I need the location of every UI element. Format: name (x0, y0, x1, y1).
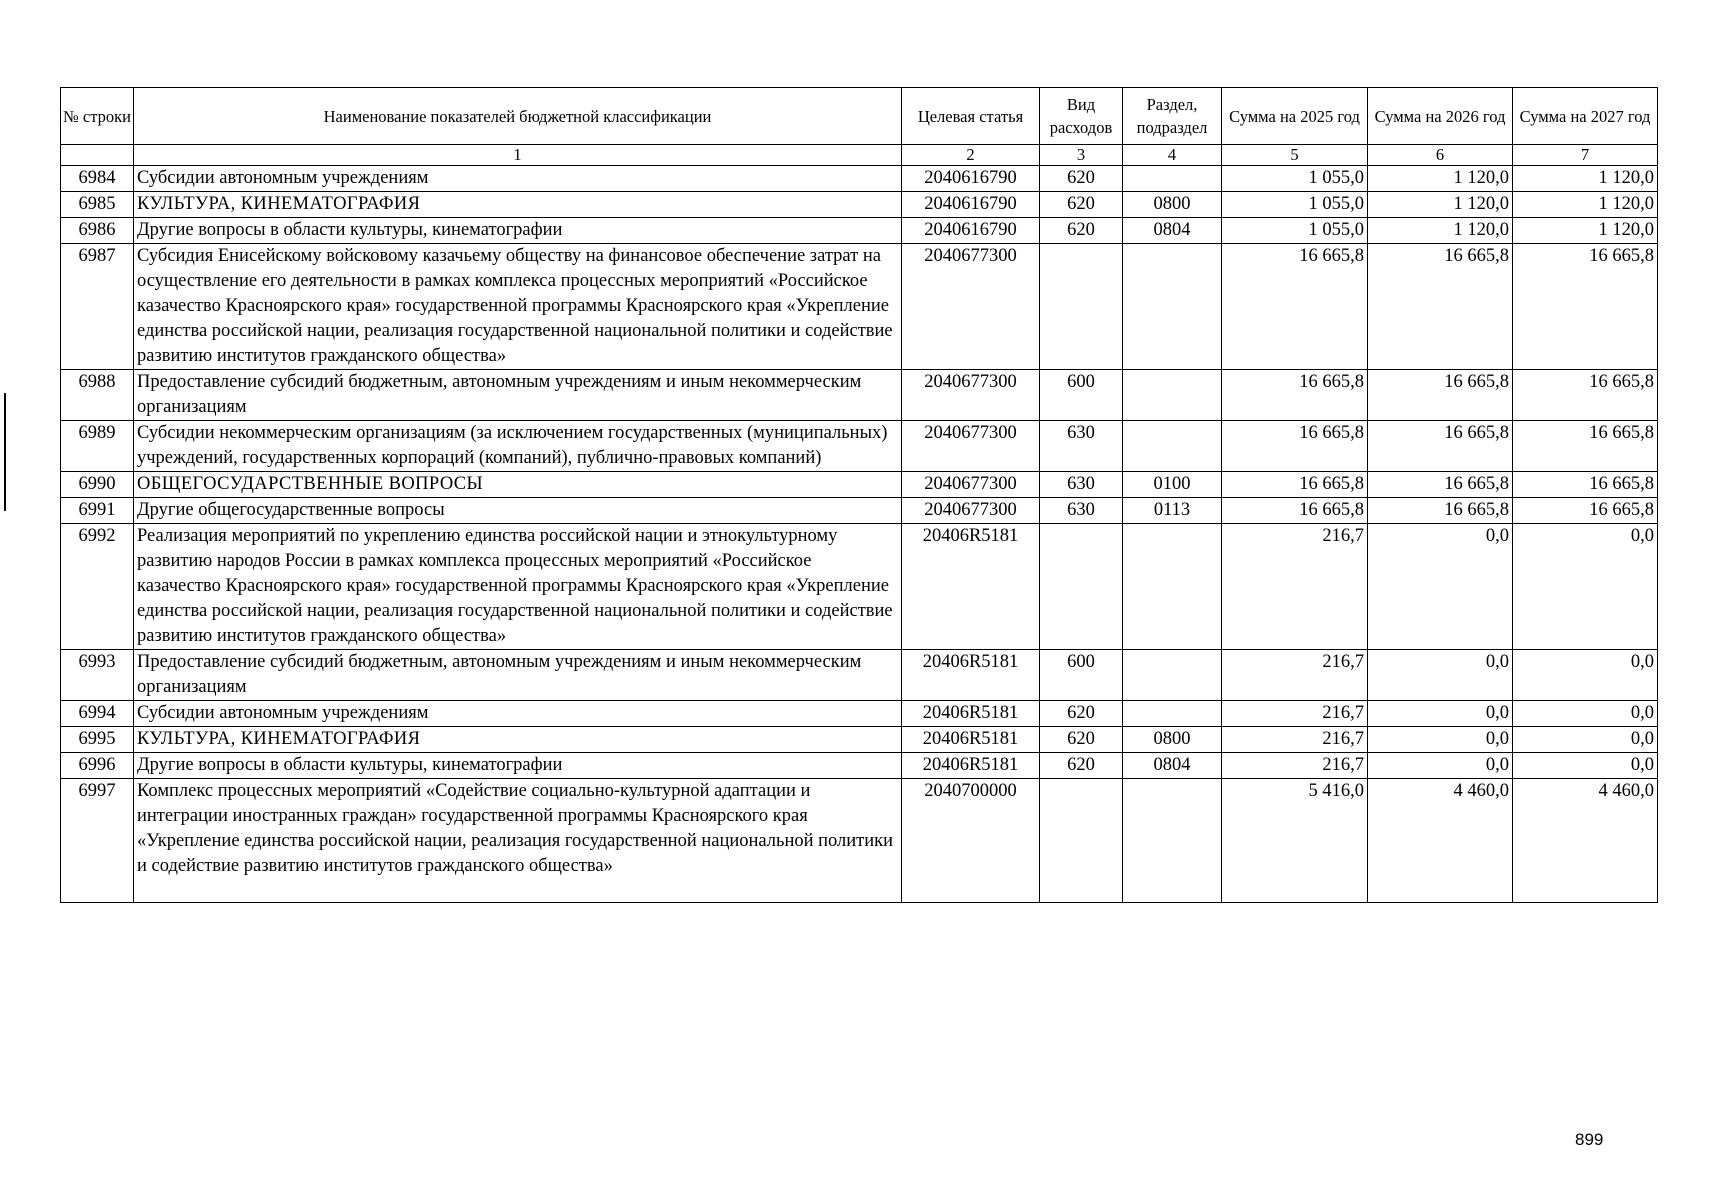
row-vid: 620 (1040, 727, 1123, 753)
row-sum-2027: 0,0 (1513, 650, 1658, 701)
row-sum-2026: 0,0 (1368, 727, 1513, 753)
column-number: 4 (1123, 145, 1222, 166)
row-sum-2027: 16 665,8 (1513, 472, 1658, 498)
row-sum-2026: 0,0 (1368, 701, 1513, 727)
row-sum-2026: 1 120,0 (1368, 218, 1513, 244)
row-target-code: 2040616790 (902, 218, 1040, 244)
row-razdel: 0113 (1123, 498, 1222, 524)
row-number: 6985 (61, 192, 134, 218)
row-name: Другие вопросы в области культуры, кинематографии (134, 753, 902, 779)
row-number: 6986 (61, 218, 134, 244)
row-razdel: 0100 (1123, 472, 1222, 498)
row-sum-2026: 16 665,8 (1368, 421, 1513, 472)
row-sum-2025: 1 055,0 (1222, 192, 1368, 218)
table-row (61, 498, 1658, 524)
row-name: Субсидии автономным учреждениям (134, 166, 902, 192)
row-razdel (1123, 650, 1222, 701)
row-target-code: 20406R5181 (902, 701, 1040, 727)
row-vid: 600 (1040, 650, 1123, 701)
row-vid (1040, 244, 1123, 370)
row-razdel: 0800 (1123, 727, 1222, 753)
row-vid (1040, 779, 1123, 903)
margin-mark (4, 393, 6, 511)
column-number: 3 (1040, 145, 1123, 166)
row-name: Субсидия Енисейскому войсковому казачьему обществу на финансовое обеспечение затрат на осуществление его деятельности в рамках комплекса процессных мероприятий «Российское казачество Красноярского края» государственной программы Красноярского края «Укрепление единства российской нации, реализация государственной национальной политики и содействие развитию институтов гражданского общества» (134, 244, 902, 370)
row-target-code: 2040677300 (902, 472, 1040, 498)
row-target-code: 2040677300 (902, 498, 1040, 524)
row-number: 6996 (61, 753, 134, 779)
row-number: 6989 (61, 421, 134, 472)
table-row (61, 650, 1658, 701)
header-vid: Вид расходов (1040, 88, 1123, 145)
row-name: Реализация мероприятий по укреплению единства российской нации и этнокультурному развитию народов России в рамках комплекса процессных мероприятий «Российское казачество Красноярского края» государственной программы Красноярского края «Укрепление единства российской нации, реализация государственной национальной политики и содействие развитию институтов гражданского общества» (134, 524, 902, 650)
row-razdel (1123, 421, 1222, 472)
row-vid: 620 (1040, 166, 1123, 192)
row-name: Другие вопросы в области культуры, кинематографии (134, 218, 902, 244)
row-target-code: 2040616790 (902, 192, 1040, 218)
table-row (61, 166, 1658, 192)
row-sum-2025: 216,7 (1222, 727, 1368, 753)
row-sum-2026: 0,0 (1368, 650, 1513, 701)
row-vid: 620 (1040, 192, 1123, 218)
row-target-code: 2040677300 (902, 244, 1040, 370)
header-sum-2027: Сумма на 2027 год (1513, 88, 1658, 145)
row-name: Предоставление субсидий бюджетным, автономным учреждениям и иным некоммерческим организациям (134, 370, 902, 421)
row-vid: 620 (1040, 701, 1123, 727)
budget-table (60, 87, 1658, 903)
row-sum-2026: 16 665,8 (1368, 370, 1513, 421)
row-number: 6992 (61, 524, 134, 650)
row-number: 6984 (61, 166, 134, 192)
table-row (61, 753, 1658, 779)
row-name: ОБЩЕГОСУДАРСТВЕННЫЕ ВОПРОСЫ (134, 472, 902, 498)
table-row (61, 472, 1658, 498)
row-razdel (1123, 370, 1222, 421)
table-row (61, 524, 1658, 650)
row-sum-2026: 16 665,8 (1368, 498, 1513, 524)
row-number: 6990 (61, 472, 134, 498)
row-sum-2025: 1 055,0 (1222, 166, 1368, 192)
row-sum-2027: 0,0 (1513, 727, 1658, 753)
row-razdel: 0800 (1123, 192, 1222, 218)
row-target-code: 20406R5181 (902, 650, 1040, 701)
row-name: Субсидии автономным учреждениям (134, 701, 902, 727)
row-sum-2026: 1 120,0 (1368, 192, 1513, 218)
row-razdel (1123, 779, 1222, 903)
row-sum-2026: 0,0 (1368, 753, 1513, 779)
row-sum-2027: 16 665,8 (1513, 498, 1658, 524)
row-sum-2026: 4 460,0 (1368, 779, 1513, 903)
row-sum-2025: 216,7 (1222, 753, 1368, 779)
column-number: 5 (1222, 145, 1368, 166)
table-row (61, 701, 1658, 727)
row-sum-2025: 216,7 (1222, 701, 1368, 727)
row-sum-2025: 16 665,8 (1222, 472, 1368, 498)
row-target-code: 2040700000 (902, 779, 1040, 903)
row-sum-2025: 216,7 (1222, 650, 1368, 701)
table-row (61, 779, 1658, 903)
column-number (61, 145, 134, 166)
row-vid: 630 (1040, 472, 1123, 498)
column-number: 1 (134, 145, 902, 166)
row-sum-2026: 0,0 (1368, 524, 1513, 650)
header-target: Целевая статья (902, 88, 1040, 145)
row-razdel (1123, 524, 1222, 650)
table-header (61, 88, 1658, 166)
row-sum-2026: 16 665,8 (1368, 244, 1513, 370)
table-row (61, 421, 1658, 472)
header-row (61, 88, 1658, 145)
row-sum-2027: 0,0 (1513, 701, 1658, 727)
header-sum-2026: Сумма на 2026 год (1368, 88, 1513, 145)
table-row (61, 244, 1658, 370)
row-sum-2027: 16 665,8 (1513, 244, 1658, 370)
column-number: 6 (1368, 145, 1513, 166)
row-name: КУЛЬТУРА, КИНЕМАТОГРАФИЯ (134, 727, 902, 753)
row-sum-2026: 16 665,8 (1368, 472, 1513, 498)
row-vid: 620 (1040, 753, 1123, 779)
row-sum-2027: 1 120,0 (1513, 166, 1658, 192)
row-sum-2027: 4 460,0 (1513, 779, 1658, 903)
row-number: 6997 (61, 779, 134, 903)
row-number: 6988 (61, 370, 134, 421)
row-number: 6987 (61, 244, 134, 370)
header-razdel: Раздел, подраздел (1123, 88, 1222, 145)
row-sum-2025: 16 665,8 (1222, 244, 1368, 370)
row-razdel (1123, 244, 1222, 370)
header-sum-2025: Сумма на 2025 год (1222, 88, 1368, 145)
table-row (61, 192, 1658, 218)
row-sum-2025: 16 665,8 (1222, 421, 1368, 472)
row-name: Предоставление субсидий бюджетным, автономным учреждениям и иным некоммерческим организациям (134, 650, 902, 701)
row-name: КУЛЬТУРА, КИНЕМАТОГРАФИЯ (134, 192, 902, 218)
row-sum-2027: 0,0 (1513, 524, 1658, 650)
row-target-code: 2040677300 (902, 421, 1040, 472)
row-razdel (1123, 701, 1222, 727)
row-sum-2027: 0,0 (1513, 753, 1658, 779)
row-sum-2027: 1 120,0 (1513, 192, 1658, 218)
row-sum-2025: 1 055,0 (1222, 218, 1368, 244)
table-row (61, 218, 1658, 244)
row-sum-2025: 16 665,8 (1222, 370, 1368, 421)
row-sum-2027: 16 665,8 (1513, 370, 1658, 421)
column-number: 2 (902, 145, 1040, 166)
row-sum-2027: 16 665,8 (1513, 421, 1658, 472)
table-row (61, 727, 1658, 753)
row-razdel: 0804 (1123, 753, 1222, 779)
table-row (61, 370, 1658, 421)
row-sum-2025: 216,7 (1222, 524, 1368, 650)
row-name: Субсидии некоммерческим организациям (за исключением государственных (муниципальных) учреждений, государственных корпораций (компаний), публично-правовых компаний) (134, 421, 902, 472)
row-name: Другие общегосударственные вопросы (134, 498, 902, 524)
row-target-code: 2040677300 (902, 370, 1040, 421)
table-body (61, 166, 1658, 903)
row-target-code: 20406R5181 (902, 524, 1040, 650)
row-target-code: 20406R5181 (902, 753, 1040, 779)
column-number: 7 (1513, 145, 1658, 166)
row-number: 6994 (61, 701, 134, 727)
row-sum-2025: 16 665,8 (1222, 498, 1368, 524)
row-target-code: 2040616790 (902, 166, 1040, 192)
row-vid: 630 (1040, 421, 1123, 472)
row-target-code: 20406R5181 (902, 727, 1040, 753)
row-sum-2025: 5 416,0 (1222, 779, 1368, 903)
row-number: 6995 (61, 727, 134, 753)
row-vid: 620 (1040, 218, 1123, 244)
row-vid: 630 (1040, 498, 1123, 524)
row-vid (1040, 524, 1123, 650)
header-row-number: № строки (61, 88, 134, 145)
row-sum-2027: 1 120,0 (1513, 218, 1658, 244)
row-name: Комплекс процессных мероприятий «Содействие социально-культурной адаптации и интеграции иностранных граждан» государственной программы Красноярского края «Укрепление единства российской нации, реализация государственной национальной политики и содействие развитию институтов гражданского общества» (134, 779, 902, 903)
row-number: 6993 (61, 650, 134, 701)
row-razdel (1123, 166, 1222, 192)
row-razdel: 0804 (1123, 218, 1222, 244)
header-name: Наименование показателей бюджетной классификации (134, 88, 902, 145)
column-number-row (61, 145, 1658, 166)
row-vid: 600 (1040, 370, 1123, 421)
row-number: 6991 (61, 498, 134, 524)
page-number: 899 (1575, 1130, 1604, 1149)
row-sum-2026: 1 120,0 (1368, 166, 1513, 192)
